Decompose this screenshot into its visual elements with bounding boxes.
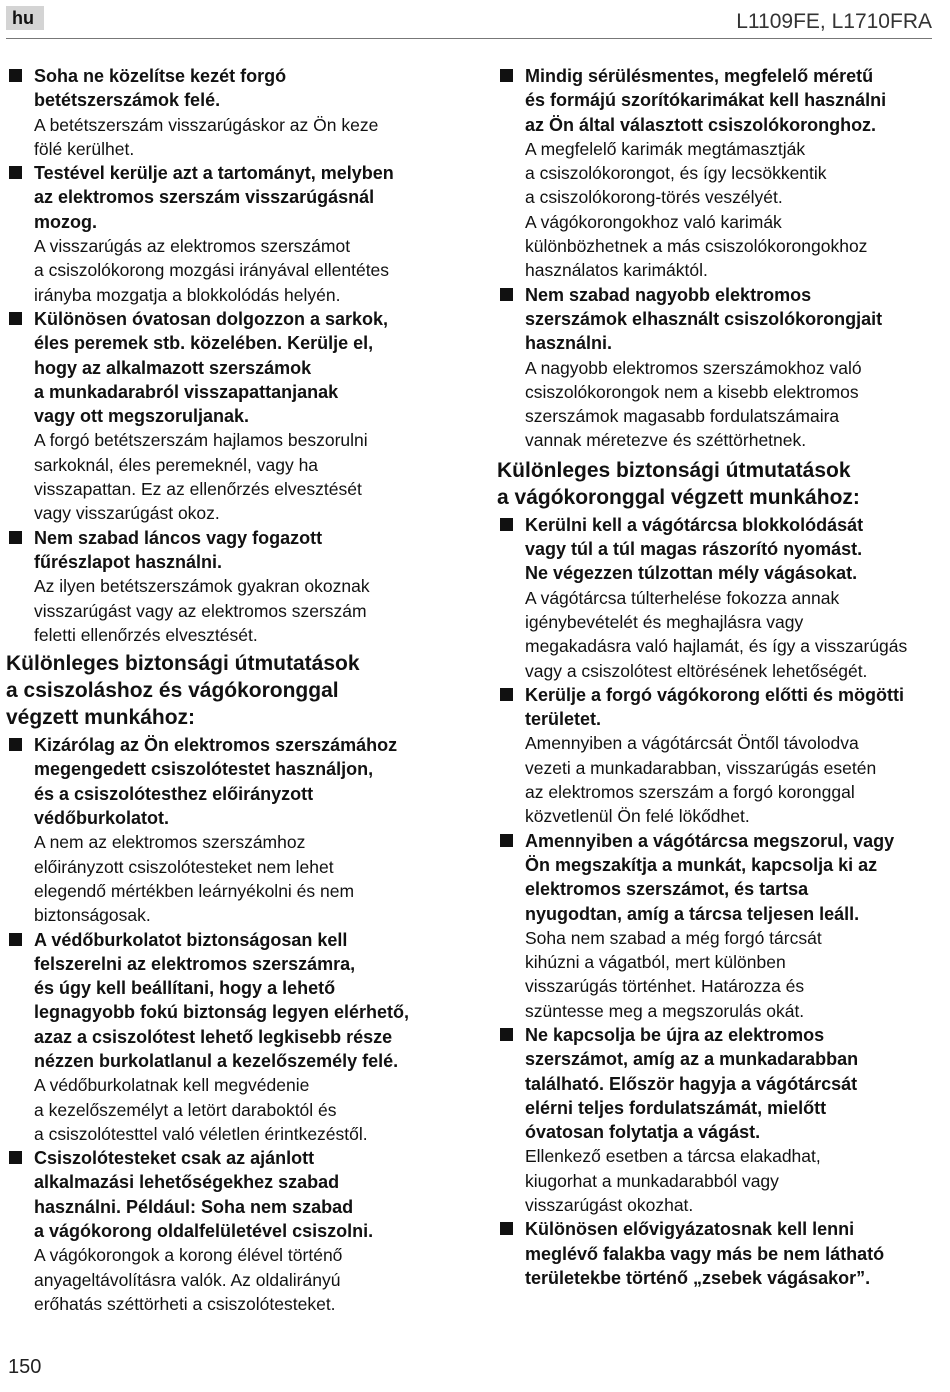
list-item [6,1146,438,1316]
right-column [497,64,930,1290]
list-item [497,283,930,453]
bullet-square-icon [500,1222,513,1235]
right-items-a [497,64,930,453]
page-number: 150 [8,1356,42,1378]
bullet-square-icon [9,69,22,82]
bullet-square-icon [9,166,22,179]
bullet-square-icon [9,312,22,325]
item-lead: Kerülni kell a vágótárcsa blokkolódását vagy túl a túl magas rászorító nyomást. Ne végezzen túlzottan mély vágásokat. [525,514,864,584]
bullet-square-icon [9,531,22,544]
item-body: A nem az elektromos szerszámhoz előirányzott csiszolótesteket nem lehet elegendő mértékben leárnyékolni és nem biztonságosak. [34,832,355,926]
item-body: Ellenkező esetben a tárcsa elakadhat, kiugorhat a munkadarabból vagy visszarúgást okozhat. [525,1146,821,1216]
list-item [497,829,930,1023]
list-item [6,307,438,526]
item-body: Amennyiben a vágótárcsát Öntől távolodva vezeti a munkadarabban, visszarúgás esetén az elektromos szerszám a forgó koronggal közvetlenül Ön felé lökődhet. [525,733,877,827]
item-body: A vágótárcsa túlterhelése fokozza annak igénybevételét és meghajlásra vagy megakadásra való hajlamát, és így a visszarúgás vagy a csiszolótest eltörésének lehetőségét. [525,587,908,681]
section-heading: Különleges biztonsági útmutatások a csiszoláshoz és vágókoronggal végzett munkához: [6,652,360,730]
bullet-square-icon [500,1028,513,1041]
item-lead: A védőburkolatot biztonságosan kell felszerelni az elektromos szerszámra, és úgy kell beállítani, hogy a lehető legnagyobb fokú biztonság legyen elérhető, azaz a csiszolótest lehető legkisebb része nézzen burkolatlanul a kezelőszemély felé. [34,929,410,1071]
bullet-square-icon [500,518,513,531]
list-item [497,1023,930,1217]
header-divider [6,38,932,39]
item-lead: Soha ne közelítse kezét forgó betétszerszámok felé. [34,66,287,111]
left-items-a [6,64,438,647]
left-items-b [6,733,438,1316]
item-body: A betétszerszám visszarúgáskor az Ön keze fölé kerülhet. [34,114,379,159]
item-body: A visszarúgás az elektromos szerszámot a csiszolókorong mozgási irányával ellentétes irányba mozgatja a blokkolódás helyén. [34,236,390,305]
item-body: Soha nem szabad a még forgó tárcsát kihúzni a vágatból, mert különben visszarúgás történhet. Határozza és szüntesse meg a megszorulás okát. [525,927,822,1021]
section-heading: Különleges biztonsági útmutatások a vágókoronggal végzett munkához: [497,458,860,509]
item-lead: Amennyiben a vágótárcsa megszorul, vagy Ön megszakítja a munkát, kapcsolja ki az elektromos szerszámot, és tartsa nyugodtan, amíg a tárcsa teljesen leáll. [525,830,895,924]
item-body: Az ilyen betétszerszámok gyakran okoznak visszarúgást vagy az elektromos szerszám feletti ellenőrzés elvesztését. [34,576,370,645]
item-body: A vágókorongok a korong élével történő anyageltávolításra valók. Az oldalirányú erőhatás széttörheti a csiszolótesteket. [34,1245,343,1314]
list-item [6,733,438,927]
bullet-square-icon [9,933,22,946]
item-lead: Ne kapcsolja be újra az elektromos szerszámot, amíg az a munkadarabban található. Először hagyja a vágótárcsát elérni teljes fordulatszámát, mielőtt óvatosan folytatja a vágást. [525,1024,859,1143]
left-column [6,64,438,1316]
list-item [6,161,438,307]
item-lead: Csiszolótesteket csak az ajánlott alkalmazási lehetőségekhez szabad használni. Például: Soha nem szabad a vágókorong oldalfelületével csiszolni. [34,1148,374,1242]
bullet-square-icon [500,834,513,847]
item-body: A nagyobb elektromos szerszámokhoz való csiszolókorongok nem a kisebb elektromos szerszámok magasabb fordulatszámaira vannak méretezve és széttörhetnek. [525,357,862,451]
bullet-square-icon [9,1151,22,1164]
item-lead: Nem szabad nagyobb elektromos szerszámok elhasznált csiszolókorongjait használni. [525,284,883,354]
list-item [6,64,438,161]
item-body: A megfelelő karimák megtámasztják a csiszolókorongot, és így lecsökkentik a csiszolókorong-törés veszélyét. A vágókorongokhoz való karimák különbözhetnek a más csiszolókorongokhoz használatos karimáktól. [525,138,868,281]
model-numbers: L1109FE, L1710FRA [736,10,932,33]
item-lead: Különösen elővigyázatosnak kell lenni meglévő falakba vagy más be nem látható területekbe történő „zsebek vágásakor”. [525,1219,885,1288]
bullet-square-icon [9,738,22,751]
item-lead: Testével kerülje azt a tartományt, melyben az elektromos szerszám visszarúgásnál mozog. [34,163,394,232]
item-lead: Kizárólag az Ön elektromos szerszámához megengedett csiszolótestet használjon, és a csiszolótesthez előirányzott védőburkolatot. [34,735,398,829]
item-lead: Kerülje a forgó vágókorong előtti és mögötti területet. [525,684,905,730]
item-lead: Mindig sérülésmentes, megfelelő méretű és formájú szorítókarimákat kell használni az Ön által választott csiszolókoronghoz. [525,66,887,135]
list-item [6,928,438,1147]
bullet-square-icon [500,688,513,701]
bullet-square-icon [500,69,513,82]
language-tag: hu [6,6,44,30]
right-items-b [497,513,930,1291]
bullet-square-icon [500,288,513,301]
list-item [497,1217,930,1290]
list-item [497,683,930,829]
list-item [497,513,930,683]
list-item [497,64,930,283]
item-lead: Különösen óvatosan dolgozzon a sarkok, éles peremek stb. közelében. Kerülje el, hogy az alkalmazott szerszámok a munkadarabról visszapattanjanak vagy ott megszoruljanak. [34,308,389,427]
item-body: A védőburkolatnak kell megvédenie a kezelőszemélyt a letört daraboktól és a csiszolótesttel való véletlen érintkezéstől. [34,1075,368,1144]
item-body: A forgó betétszerszám hajlamos beszorulni sarkoknál, éles peremeknél, vagy ha visszapattan. Ez az ellenőrzés elvesztését vagy visszarúgást okoz. [34,430,368,524]
list-item [6,526,438,647]
item-lead: Nem szabad láncos vagy fogazott fűrészlapot használni. [34,527,323,572]
